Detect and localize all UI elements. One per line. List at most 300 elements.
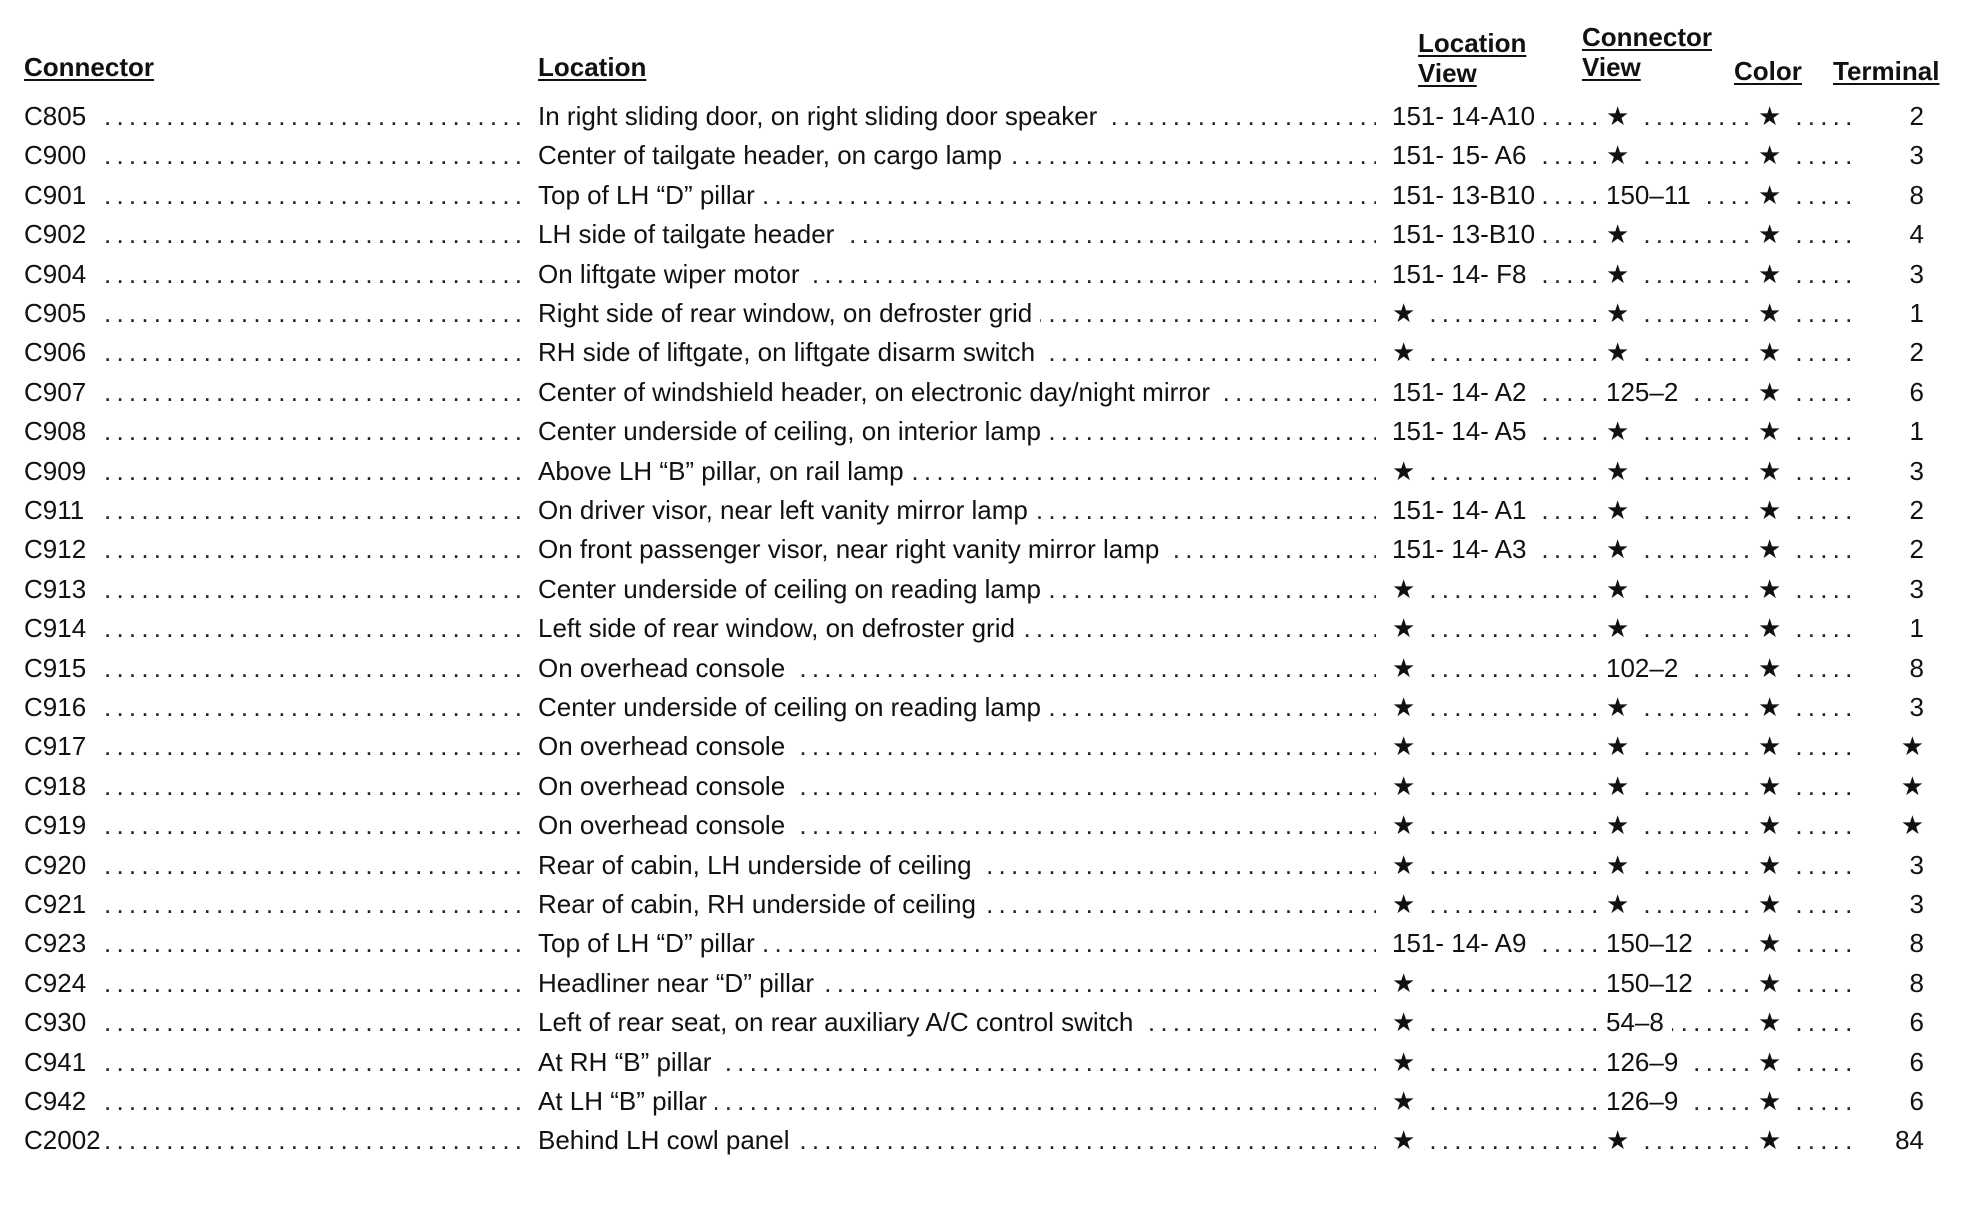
connector-view-cell	[1606, 135, 1732, 175]
dot-leader	[104, 214, 522, 254]
table-row	[0, 372, 1962, 412]
terminal-count: 3	[1858, 569, 1924, 609]
color-cell	[1758, 805, 1792, 845]
location-view-text: ★	[1392, 850, 1423, 880]
location-view-text: ★	[1392, 771, 1423, 801]
location-text: Rear of cabin, RH underside of ceiling	[538, 889, 984, 919]
location-view-text: ★	[1392, 810, 1423, 840]
location-view-cell	[1392, 451, 1568, 491]
color-cell	[1758, 1120, 1792, 1160]
terminal-count: 8	[1858, 963, 1924, 1003]
terminal-count: 6	[1858, 1081, 1924, 1121]
connector-id: C907	[24, 376, 87, 407]
dot-leader	[104, 726, 522, 766]
color-cell	[1758, 214, 1792, 254]
dot-leader	[104, 254, 522, 294]
color-text: ★	[1758, 219, 1789, 249]
connector-view-cell	[1606, 332, 1732, 372]
color-text: ★	[1758, 298, 1789, 328]
color-cell	[1758, 845, 1792, 885]
connector-id: C913	[24, 573, 87, 604]
color-text: ★	[1758, 180, 1789, 210]
terminal-count: 3	[1858, 135, 1924, 175]
connector-id: C905	[24, 298, 87, 328]
color-text: ★	[1758, 495, 1789, 525]
color-cell	[1758, 411, 1792, 451]
color-text: ★	[1758, 1086, 1789, 1116]
connector-view-cell	[1606, 923, 1732, 963]
terminal-count: ★	[1858, 766, 1924, 806]
table-row	[0, 845, 1962, 885]
location-text: Left side of rear window, on defroster grid	[538, 613, 1023, 643]
location-view-cell	[1392, 1002, 1568, 1042]
location-view-text: ★	[1392, 889, 1423, 919]
table-row	[0, 254, 1962, 294]
location-text: Center underside of ceiling, on interior lamp	[538, 416, 1049, 446]
connector-view-text: 102–2	[1606, 653, 1686, 683]
connector-id: C920	[24, 849, 87, 880]
table-row	[0, 1120, 1962, 1160]
connector-view-text: 126–9	[1606, 1047, 1686, 1077]
connector-view-text: ★	[1606, 416, 1637, 446]
location-view-text: ★	[1392, 298, 1423, 328]
location-view-cell	[1392, 884, 1568, 924]
location-view-text: 151- 14-A10	[1392, 101, 1543, 131]
color-cell	[1758, 569, 1792, 609]
terminal-count: 3	[1858, 451, 1924, 491]
location-view-cell	[1392, 214, 1568, 254]
table-row	[0, 135, 1962, 175]
connector-id: C924	[24, 967, 87, 998]
connector-view-text: ★	[1606, 613, 1637, 643]
color-cell	[1758, 175, 1792, 215]
table-row	[0, 175, 1962, 215]
dot-leader	[104, 766, 522, 806]
header-location-view: Location View	[1418, 28, 1527, 88]
table-row	[0, 726, 1962, 766]
terminal-count: 8	[1858, 175, 1924, 215]
connector-id: C904	[24, 258, 87, 289]
location-cell	[538, 214, 1404, 254]
location-view-cell	[1392, 529, 1568, 569]
connector-id: C909	[24, 455, 87, 486]
connector-view-text: ★	[1606, 692, 1637, 722]
location-view-cell	[1392, 805, 1568, 845]
connector-view-cell	[1606, 608, 1732, 648]
location-text: Top of LH “D” pillar	[538, 928, 763, 958]
location-view-cell	[1392, 1042, 1568, 1082]
table-row	[0, 490, 1962, 530]
connector-id: C901	[24, 179, 87, 210]
terminal-count: 2	[1858, 490, 1924, 530]
table-row	[0, 332, 1962, 372]
table-row	[0, 1081, 1962, 1121]
dot-leader	[104, 411, 522, 451]
header-location: Location	[538, 52, 647, 82]
location-view-cell	[1392, 1120, 1568, 1160]
connector-view-text: ★	[1606, 534, 1637, 564]
location-cell	[538, 963, 1404, 1003]
location-view-text: 151- 14- A2	[1392, 377, 1534, 407]
color-cell	[1758, 529, 1792, 569]
connector-id: C942	[24, 1086, 87, 1116]
table-row	[0, 884, 1962, 924]
color-cell	[1758, 608, 1792, 648]
dot-leader	[104, 1002, 522, 1042]
location-cell	[538, 687, 1404, 727]
location-cell	[538, 1081, 1404, 1121]
table-row	[0, 1042, 1962, 1082]
location-view-cell	[1392, 411, 1568, 451]
location-view-text: ★	[1392, 1007, 1423, 1037]
location-text: Rear of cabin, LH underside of ceiling	[538, 850, 980, 880]
location-text: RH side of liftgate, on liftgate disarm switch	[538, 337, 1043, 367]
connector-view-cell	[1606, 254, 1732, 294]
location-cell	[538, 332, 1404, 372]
location-text: On overhead console	[538, 731, 793, 761]
dot-leader	[104, 332, 522, 372]
color-cell	[1758, 96, 1792, 136]
location-text: On front passenger visor, near right vanity mirror lamp	[538, 534, 1167, 564]
location-view-cell	[1392, 569, 1568, 609]
location-text: Behind LH cowl panel	[538, 1125, 798, 1155]
connector-id: C916	[24, 692, 87, 722]
location-text: Left of rear seat, on rear auxiliary A/C control switch	[538, 1007, 1141, 1037]
terminal-count: 8	[1858, 648, 1924, 688]
dot-leader	[104, 96, 522, 136]
connector-view-cell	[1606, 214, 1732, 254]
color-text: ★	[1758, 416, 1789, 446]
connector-view-text: ★	[1606, 219, 1637, 249]
color-text: ★	[1758, 928, 1789, 958]
location-cell	[538, 293, 1404, 333]
color-text: ★	[1758, 771, 1789, 801]
header-color: Color	[1734, 56, 1802, 86]
connector-view-cell	[1606, 687, 1732, 727]
connector-view-cell	[1606, 96, 1732, 136]
location-view-cell	[1392, 923, 1568, 963]
dot-leader	[104, 923, 522, 963]
location-text: LH side of tailgate header	[538, 219, 842, 249]
table-row	[0, 569, 1962, 609]
color-cell	[1758, 923, 1792, 963]
connector-view-cell	[1606, 175, 1732, 215]
dot-leader	[104, 963, 522, 1003]
location-view-text: 151- 13-B10	[1392, 180, 1543, 210]
color-cell	[1758, 884, 1792, 924]
connector-view-text: ★	[1606, 889, 1637, 919]
location-view-cell	[1392, 726, 1568, 766]
terminal-count: 4	[1858, 214, 1924, 254]
color-cell	[1758, 135, 1792, 175]
table-row	[0, 687, 1962, 727]
connector-view-cell	[1606, 569, 1732, 609]
location-text: On driver visor, near left vanity mirror lamp	[538, 495, 1036, 525]
location-text: On liftgate wiper motor	[538, 259, 808, 289]
terminal-count: 84	[1858, 1120, 1924, 1160]
location-view-cell	[1392, 254, 1568, 294]
connector-view-cell	[1606, 451, 1732, 491]
connector-id: C906	[24, 337, 87, 368]
location-view-text: 151- 14- F8	[1392, 259, 1534, 289]
location-text: On overhead console	[538, 653, 793, 683]
color-cell	[1758, 372, 1792, 412]
location-text: Center of tailgate header, on cargo lamp	[538, 140, 1010, 170]
terminal-count: 6	[1858, 1002, 1924, 1042]
location-cell	[538, 726, 1404, 766]
dot-leader	[104, 135, 522, 175]
location-view-text: ★	[1392, 653, 1423, 683]
location-view-text: ★	[1392, 968, 1423, 998]
location-cell	[538, 1002, 1404, 1042]
connector-view-cell	[1606, 845, 1732, 885]
dot-leader	[104, 805, 522, 845]
terminal-count: 2	[1858, 529, 1924, 569]
connector-view-cell	[1606, 293, 1732, 333]
location-text: At LH “B” pillar	[538, 1086, 715, 1116]
location-view-text: ★	[1392, 1125, 1423, 1155]
location-view-cell	[1392, 175, 1568, 215]
connector-view-text: ★	[1606, 495, 1637, 525]
location-view-cell	[1392, 608, 1568, 648]
table-header	[0, 0, 1962, 100]
color-cell	[1758, 490, 1792, 530]
terminal-count: 3	[1858, 687, 1924, 727]
connector-view-cell	[1606, 648, 1732, 688]
connector-id: C923	[24, 928, 87, 959]
table-row	[0, 451, 1962, 491]
location-text: Center of windshield header, on electronic day/night mirror	[538, 377, 1218, 407]
connector-view-text: ★	[1606, 101, 1637, 131]
terminal-count: 6	[1858, 1042, 1924, 1082]
location-view-text: 151- 14- A1	[1392, 495, 1534, 525]
connector-id: C900	[24, 140, 87, 171]
color-text: ★	[1758, 968, 1789, 998]
color-cell	[1758, 332, 1792, 372]
location-cell	[538, 1120, 1404, 1160]
location-cell	[538, 648, 1404, 688]
location-view-cell	[1392, 845, 1568, 885]
color-text: ★	[1758, 731, 1789, 761]
connector-view-cell	[1606, 1120, 1732, 1160]
location-view-text: ★	[1392, 1047, 1423, 1077]
connector-view-cell	[1606, 411, 1732, 451]
location-view-cell	[1392, 135, 1568, 175]
color-text: ★	[1758, 574, 1789, 604]
connector-view-cell	[1606, 1042, 1732, 1082]
color-text: ★	[1758, 456, 1789, 486]
location-cell	[538, 490, 1404, 530]
location-view-cell	[1392, 963, 1568, 1003]
connector-view-text: 126–9	[1606, 1086, 1686, 1116]
table-row	[0, 411, 1962, 451]
color-cell	[1758, 726, 1792, 766]
connector-view-cell	[1606, 1002, 1732, 1042]
connector-id: C908	[24, 416, 87, 447]
connector-view-text: 125–2	[1606, 377, 1686, 407]
terminal-count: ★	[1858, 726, 1924, 766]
location-cell	[538, 805, 1404, 845]
connector-id: C918	[24, 770, 87, 801]
color-text: ★	[1758, 1047, 1789, 1077]
connector-id: C921	[24, 889, 87, 919]
color-text: ★	[1758, 850, 1789, 880]
location-cell	[538, 884, 1404, 924]
terminal-count: 1	[1858, 608, 1924, 648]
dot-leader	[104, 608, 522, 648]
location-view-cell	[1392, 687, 1568, 727]
location-view-text: 151- 15- A6	[1392, 140, 1534, 170]
connector-id: C919	[24, 810, 87, 841]
dot-leader	[104, 293, 522, 333]
connector-id: C805	[24, 101, 87, 131]
location-cell	[538, 766, 1404, 806]
color-cell	[1758, 451, 1792, 491]
color-text: ★	[1758, 810, 1789, 840]
table-row	[0, 805, 1962, 845]
connector-view-cell	[1606, 490, 1732, 530]
location-view-text: 151- 13-B10	[1392, 219, 1543, 249]
table-row	[0, 1002, 1962, 1042]
connector-id: C914	[24, 613, 87, 644]
location-cell	[538, 135, 1404, 175]
location-text: Headliner near “D” pillar	[538, 968, 822, 998]
terminal-count: 1	[1858, 293, 1924, 333]
location-cell	[538, 451, 1404, 491]
connector-view-cell	[1606, 963, 1732, 1003]
location-cell	[538, 1042, 1404, 1082]
connector-view-text: ★	[1606, 140, 1637, 170]
connector-view-text: ★	[1606, 298, 1637, 328]
connector-view-text: 150–12	[1606, 968, 1701, 998]
dot-leader	[104, 884, 522, 924]
table-row	[0, 608, 1962, 648]
location-view-text: 151- 14- A3	[1392, 534, 1534, 564]
location-cell	[538, 411, 1404, 451]
connector-view-text: ★	[1606, 850, 1637, 880]
location-view-text: ★	[1392, 337, 1423, 367]
dot-leader	[104, 1081, 522, 1121]
location-text: On overhead console	[538, 771, 793, 801]
location-view-text: ★	[1392, 456, 1423, 486]
dot-leader	[104, 845, 522, 885]
dot-leader	[104, 687, 522, 727]
connector-view-text: ★	[1606, 1125, 1637, 1155]
location-text: On overhead console	[538, 810, 793, 840]
color-text: ★	[1758, 889, 1789, 919]
connector-view-cell	[1606, 529, 1732, 569]
location-cell	[538, 175, 1404, 215]
location-view-cell	[1392, 96, 1568, 136]
dot-leader	[104, 1120, 522, 1160]
connector-view-text: ★	[1606, 574, 1637, 604]
dot-leader	[104, 451, 522, 491]
dot-leader	[104, 490, 522, 530]
color-text: ★	[1758, 1007, 1789, 1037]
location-text: Center underside of ceiling on reading lamp	[538, 574, 1049, 604]
connector-view-text: ★	[1606, 259, 1637, 289]
color-cell	[1758, 766, 1792, 806]
connector-view-text: ★	[1606, 337, 1637, 367]
terminal-count: 1	[1858, 411, 1924, 451]
color-cell	[1758, 648, 1792, 688]
connector-view-cell	[1606, 766, 1732, 806]
connector-view-text: ★	[1606, 771, 1637, 801]
connector-view-cell	[1606, 884, 1732, 924]
location-view-text: ★	[1392, 731, 1423, 761]
color-text: ★	[1758, 101, 1789, 131]
connector-id: C915	[24, 652, 87, 683]
table-row	[0, 529, 1962, 569]
location-view-text: 151- 14- A5	[1392, 416, 1534, 446]
color-text: ★	[1758, 613, 1789, 643]
terminal-count: ★	[1858, 805, 1924, 845]
location-cell	[538, 845, 1404, 885]
terminal-count: 3	[1858, 884, 1924, 924]
connector-id: C902	[24, 219, 87, 250]
dot-leader	[104, 569, 522, 609]
color-text: ★	[1758, 534, 1789, 564]
location-text: Top of LH “D” pillar	[538, 180, 763, 210]
color-cell	[1758, 963, 1792, 1003]
connector-id: C911	[24, 495, 85, 525]
table-row	[0, 766, 1962, 806]
location-cell	[538, 569, 1404, 609]
color-text: ★	[1758, 337, 1789, 367]
location-text: Above LH “B” pillar, on rail lamp	[538, 456, 912, 486]
connector-view-text: 150–11	[1606, 180, 1699, 210]
terminal-count: 2	[1858, 332, 1924, 372]
dot-leader	[104, 529, 522, 569]
dot-leader	[104, 175, 522, 215]
connector-id: C917	[24, 731, 87, 762]
dot-leader	[104, 648, 522, 688]
location-text: Center underside of ceiling on reading lamp	[538, 692, 1049, 722]
table-row	[0, 923, 1962, 963]
location-text: Right side of rear window, on defroster grid	[538, 298, 1040, 328]
color-cell	[1758, 293, 1792, 333]
color-cell	[1758, 687, 1792, 727]
connector-view-cell	[1606, 726, 1732, 766]
connector-view-cell	[1606, 1081, 1732, 1121]
location-view-text: 151- 14- A9	[1392, 928, 1534, 958]
color-cell	[1758, 1002, 1792, 1042]
location-cell	[538, 254, 1404, 294]
connector-view-text: 54–8	[1606, 1007, 1672, 1037]
location-view-cell	[1392, 766, 1568, 806]
table-row	[0, 648, 1962, 688]
connector-id: C941	[24, 1046, 87, 1077]
color-text: ★	[1758, 692, 1789, 722]
location-view-text: ★	[1392, 1086, 1423, 1116]
dot-leader	[104, 372, 522, 412]
connector-view-cell	[1606, 372, 1732, 412]
color-cell	[1758, 254, 1792, 294]
connector-view-cell	[1606, 805, 1732, 845]
terminal-count: 6	[1858, 372, 1924, 412]
dot-leader	[104, 1042, 522, 1082]
header-connector: Connector	[24, 52, 154, 82]
location-cell	[538, 608, 1404, 648]
color-text: ★	[1758, 653, 1789, 683]
location-cell	[538, 96, 1404, 136]
location-cell	[538, 372, 1404, 412]
location-cell	[538, 529, 1404, 569]
location-view-cell	[1392, 490, 1568, 530]
header-terminal: Terminal	[1833, 56, 1940, 86]
connector-view-text: 150–12	[1606, 928, 1701, 958]
color-text: ★	[1758, 259, 1789, 289]
